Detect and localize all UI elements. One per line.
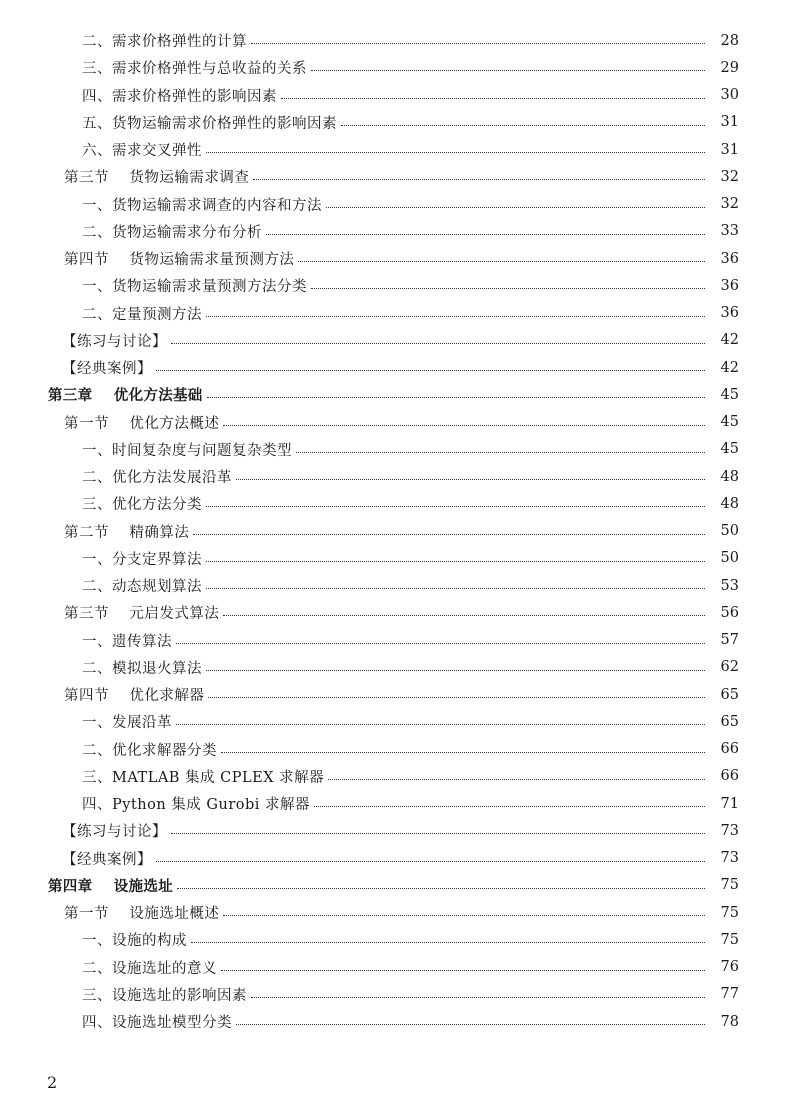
toc-entry-section[interactable] [0,409,790,436]
dot-leader [206,670,705,671]
toc-entry-title: 二、优化求解器分类 [82,742,217,759]
dot-leader [236,1024,705,1025]
toc-entry-item[interactable] [0,708,790,735]
toc-entry-item[interactable] [0,954,790,981]
dot-leader [171,833,705,834]
toc-entry-page: 75 [720,877,739,894]
toc-entry-section[interactable] [0,163,790,190]
toc-entry-page: 73 [720,822,739,839]
toc-entry-page: 36 [720,277,739,294]
toc-entry-title: 一、货物运输需求调查的内容和方法 [82,197,322,214]
toc-entry-page: 57 [720,632,739,649]
toc-entry-item[interactable] [0,790,790,817]
dot-leader [311,70,705,71]
toc-entry-title: 第三节 元启发式算法 [64,606,220,623]
toc-entry-title: 四、Python 集成 Gurobi 求解器 [82,797,311,814]
dot-leader [326,207,705,208]
toc-entry-item[interactable] [0,54,790,81]
dot-leader [251,43,705,44]
dot-leader [176,724,705,725]
dot-leader [208,697,705,698]
toc-entry-page: 77 [720,986,739,1003]
toc-entry-item[interactable] [0,763,790,790]
toc-entry-page: 75 [720,904,739,921]
toc-entry-extra[interactable] [0,845,790,872]
toc-entry-item[interactable] [0,136,790,163]
dot-leader [296,452,705,453]
toc-entry-title: 【经典案例】 [62,851,152,868]
dot-leader [171,343,705,344]
toc-entry-title: 二、货物运输需求分布分析 [82,224,262,241]
toc-entry-title: 六、需求交叉弹性 [82,143,202,160]
dot-leader [314,806,705,807]
toc-entry-page: 65 [720,713,739,730]
dot-leader [328,779,705,780]
toc-entry-title: 第二节 精确算法 [64,524,190,541]
page-number: 2 [47,1073,58,1092]
toc-entry-title: 一、货物运输需求量预测方法分类 [82,279,307,296]
toc-entry-page: 66 [720,768,739,785]
toc-entry-page: 48 [720,468,739,485]
toc-entry-title: 第一节 优化方法概述 [64,415,220,432]
toc-entry-title: 第四节 优化求解器 [64,688,205,705]
toc-entry-item[interactable] [0,736,790,763]
dot-leader [223,425,705,426]
toc-entry-title: 四、设施选址模型分类 [82,1015,232,1032]
toc-entry-title: 四、需求价格弹性的影响因素 [82,88,277,105]
toc-entry-title: 三、MATLAB 集成 CPLEX 求解器 [82,769,325,786]
toc-entry-page: 31 [720,114,739,131]
toc-entry-title: 三、设施选址的影响因素 [82,987,247,1004]
toc-entry-page: 66 [720,741,739,758]
toc-entry-item[interactable] [0,490,790,517]
toc-entry-section[interactable] [0,599,790,626]
toc-entry-page: 56 [720,604,739,621]
toc-entry-title: 三、优化方法分类 [82,497,202,514]
dot-leader [206,152,705,153]
dot-leader [298,261,705,262]
toc-entry-page: 50 [720,550,739,567]
toc-entry-item[interactable] [0,1008,790,1035]
toc-entry-title: 第三章 优化方法基础 [48,388,203,405]
table-of-contents [0,27,790,1035]
toc-entry-page: 29 [720,59,739,76]
toc-entry-section[interactable] [0,518,790,545]
toc-entry-title: 第四节 货物运输需求量预测方法 [64,252,295,269]
toc-entry-page: 65 [720,686,739,703]
dot-leader [156,861,705,862]
toc-entry-item[interactable] [0,272,790,299]
toc-entry-page: 73 [720,850,739,867]
dot-leader [223,615,705,616]
dot-leader [176,643,705,644]
dot-leader [206,316,705,317]
toc-entry-page: 42 [720,332,739,349]
toc-entry-title: 一、遗传算法 [82,633,172,650]
toc-entry-title: 一、设施的构成 [82,933,187,950]
toc-entry-page: 36 [720,305,739,322]
toc-entry-item[interactable] [0,109,790,136]
toc-entry-page: 45 [720,386,739,403]
toc-entry-page: 75 [720,931,739,948]
toc-entry-page: 31 [720,141,739,158]
toc-entry-page: 78 [720,1013,739,1030]
toc-entry-item[interactable] [0,436,790,463]
dot-leader [223,915,705,916]
toc-entry-title: 三、需求价格弹性与总收益的关系 [82,61,307,78]
toc-entry-title: 二、需求价格弹性的计算 [82,34,247,51]
toc-entry-item[interactable] [0,572,790,599]
dot-leader [311,288,705,289]
toc-entry-item[interactable] [0,926,790,953]
toc-entry-page: 71 [720,795,739,812]
toc-entry-chapter[interactable] [0,872,790,899]
toc-entry-title: 第四章 设施选址 [48,878,173,895]
dot-leader [253,179,705,180]
dot-leader [266,234,705,235]
toc-entry-extra[interactable] [0,817,790,844]
dot-leader [251,997,705,998]
toc-entry-title: 二、定量预测方法 [82,306,202,323]
dot-leader [206,506,705,507]
toc-entry-title: 二、优化方法发展沿革 [82,470,232,487]
dot-leader [177,888,705,889]
dot-leader [236,479,705,480]
toc-entry-chapter[interactable] [0,381,790,408]
toc-entry-title: 二、设施选址的意义 [82,960,217,977]
toc-entry-section[interactable] [0,245,790,272]
toc-entry-title: 一、发展沿革 [82,715,172,732]
toc-entry-page: 36 [720,250,739,267]
toc-entry-item[interactable] [0,82,790,109]
toc-entry-extra[interactable] [0,327,790,354]
dot-leader [206,588,705,589]
toc-entry-page: 42 [720,359,739,376]
toc-entry-title: 【练习与讨论】 [62,333,167,350]
toc-entry-item[interactable] [0,654,790,681]
toc-entry-page: 33 [720,223,739,240]
toc-entry-item[interactable] [0,463,790,490]
toc-entry-title: 五、货物运输需求价格弹性的影响因素 [82,115,337,132]
toc-entry-page: 28 [720,32,739,49]
toc-entry-item[interactable] [0,627,790,654]
toc-entry-item[interactable] [0,300,790,327]
toc-entry-page: 50 [720,523,739,540]
toc-entry-section[interactable] [0,899,790,926]
dot-leader [221,970,705,971]
toc-entry-page: 32 [720,168,739,185]
toc-entry-item[interactable] [0,981,790,1008]
toc-entry-title: 一、时间复杂度与问题复杂类型 [82,442,292,459]
dot-leader [191,942,705,943]
toc-entry-title: 二、动态规划算法 [82,579,202,596]
toc-entry-page: 32 [720,196,739,213]
dot-leader [281,98,705,99]
dot-leader [221,752,705,753]
toc-entry-page: 45 [720,414,739,431]
toc-entry-title: 【练习与讨论】 [62,824,167,841]
toc-entry-page: 30 [720,87,739,104]
toc-entry-section[interactable] [0,681,790,708]
toc-entry-page: 53 [720,577,739,594]
toc-entry-page: 48 [720,495,739,512]
toc-entry-title: 【经典案例】 [62,361,152,378]
toc-entry-extra[interactable] [0,354,790,381]
dot-leader [341,125,705,126]
toc-entry-item[interactable] [0,218,790,245]
toc-entry-page: 76 [720,959,739,976]
toc-entry-page: 62 [720,659,739,676]
dot-leader [206,561,705,562]
toc-entry-title: 一、分支定界算法 [82,551,202,568]
dot-leader [193,534,705,535]
toc-entry-title: 二、模拟退火算法 [82,660,202,677]
dot-leader [156,370,705,371]
toc-entry-item[interactable] [0,191,790,218]
toc-entry-page: 45 [720,441,739,458]
toc-entry-item[interactable] [0,27,790,54]
dot-leader [207,397,705,398]
toc-entry-title: 第一节 设施选址概述 [64,906,220,923]
toc-entry-item[interactable] [0,545,790,572]
toc-entry-title: 第三节 货物运输需求调查 [64,170,250,187]
